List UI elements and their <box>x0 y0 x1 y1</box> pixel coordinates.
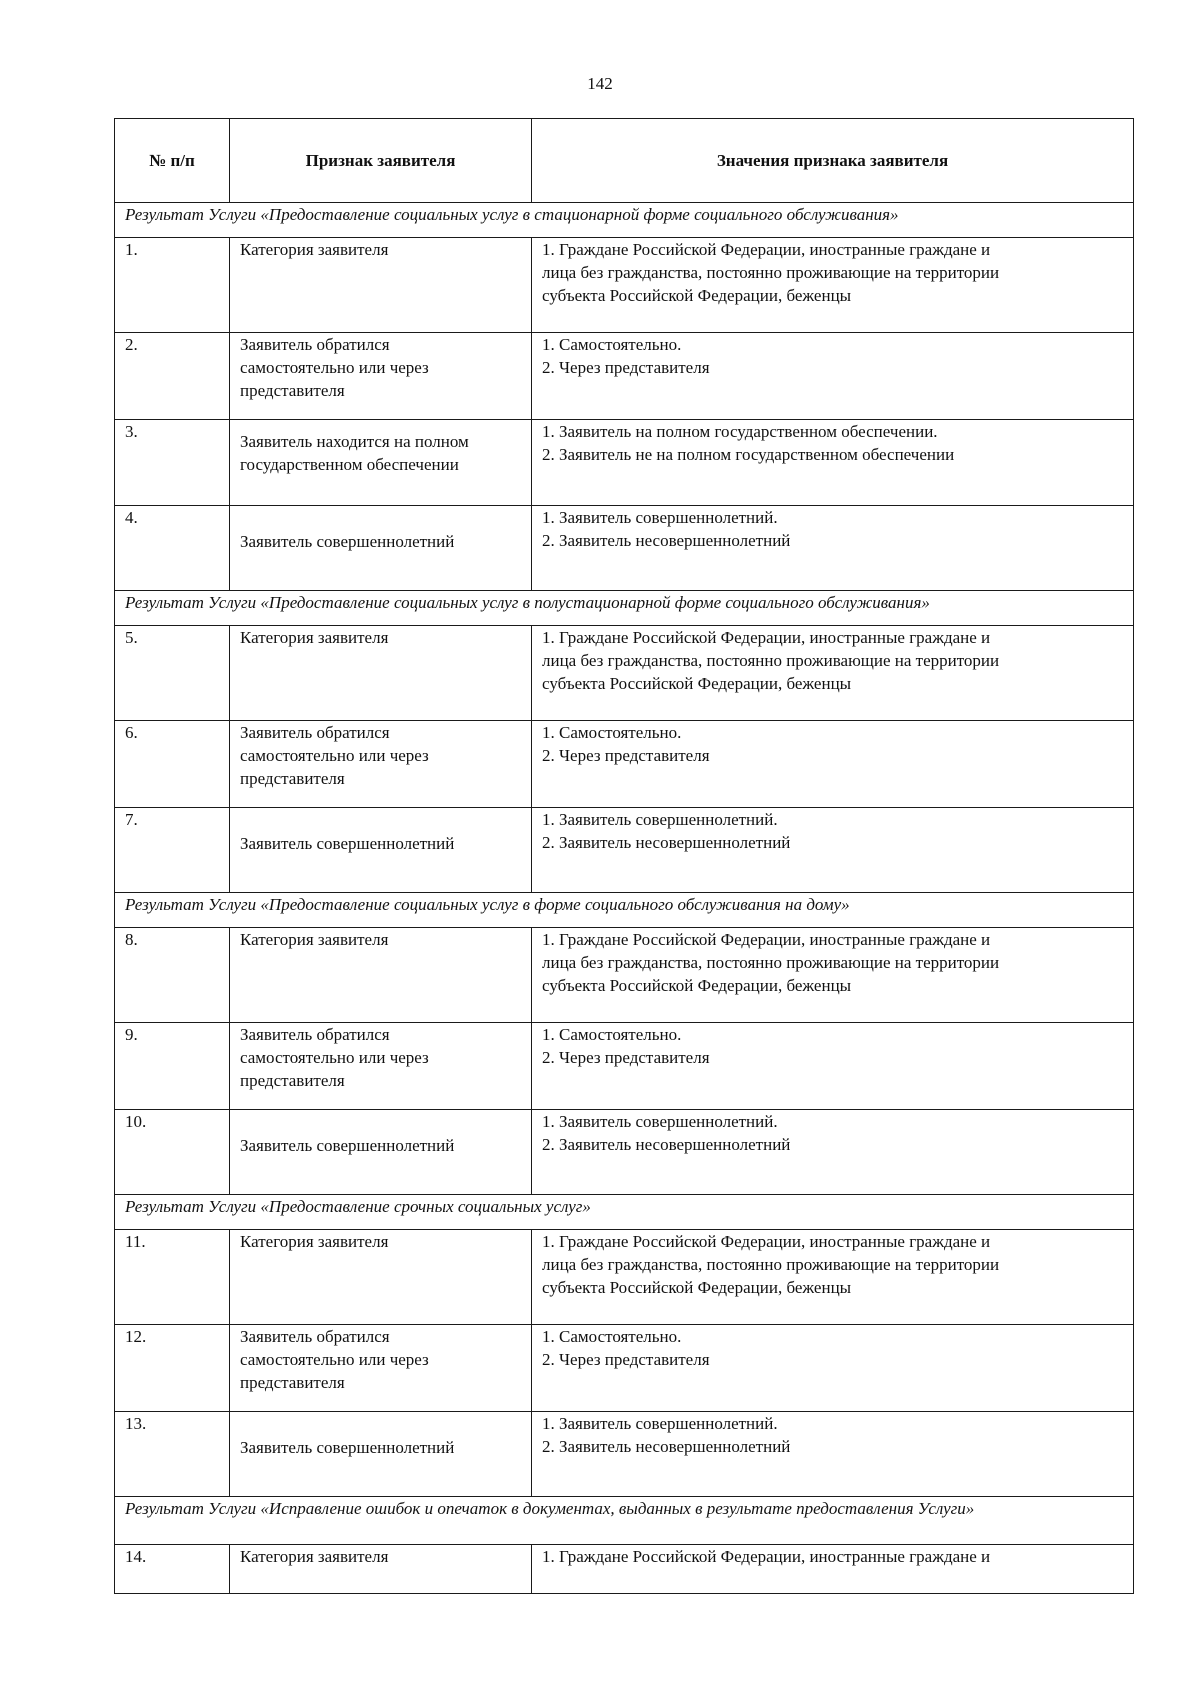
row-number: 1. <box>115 238 230 333</box>
table-row <box>115 333 1134 420</box>
row-number: 12. <box>115 1325 230 1412</box>
row-values: 1. Граждане Российской Федерации, иностранные граждане и лица без гражданства, постоянно проживающие на территории субъекта Российской Федерации, беженцы <box>532 928 1134 1023</box>
section-row <box>115 1195 1134 1230</box>
header-attribute: Признак заявителя <box>230 119 532 203</box>
row-attribute: Заявитель совершеннолетний <box>230 1110 532 1195</box>
row-values: 1. Самостоятельно. 2. Через представителя <box>532 721 1134 808</box>
row-attribute: Заявитель обратился самостоятельно или через представителя <box>230 1325 532 1412</box>
section-title: Результат Услуги «Предоставление срочных социальных услуг» <box>115 1195 1134 1230</box>
row-attribute: Заявитель находится на полном государственном обеспечении <box>230 420 532 506</box>
row-attribute: Заявитель совершеннолетний <box>230 506 532 591</box>
row-number: 10. <box>115 1110 230 1195</box>
row-values: 1. Заявитель совершеннолетний. 2. Заявитель несовершеннолетний <box>532 1110 1134 1195</box>
row-attribute: Категория заявителя <box>230 1230 532 1325</box>
table-row <box>115 506 1134 591</box>
section-title: Результат Услуги «Предоставление социальных услуг в форме социального обслуживания на дому» <box>115 893 1134 928</box>
table-row <box>115 420 1134 506</box>
section-row <box>115 203 1134 238</box>
table-row <box>115 721 1134 808</box>
row-attribute: Заявитель обратился самостоятельно или через представителя <box>230 333 532 420</box>
section-title: Результат Услуги «Предоставление социальных услуг в стационарной форме социального обслуживания» <box>115 203 1134 238</box>
row-attribute: Категория заявителя <box>230 626 532 721</box>
row-attribute: Категория заявителя <box>230 928 532 1023</box>
row-number: 11. <box>115 1230 230 1325</box>
row-values: 1. Заявитель на полном государственном обеспечении. 2. Заявитель не на полном государственном обеспечении <box>532 420 1134 506</box>
row-number: 14. <box>115 1545 230 1594</box>
header-values: Значения признака заявителя <box>532 119 1134 203</box>
section-row <box>115 893 1134 928</box>
table-row <box>115 1110 1134 1195</box>
row-values: 1. Самостоятельно. 2. Через представителя <box>532 333 1134 420</box>
table-header-row <box>115 119 1134 203</box>
table-row <box>115 1023 1134 1110</box>
header-number: № п/п <box>115 119 230 203</box>
table-row <box>115 1412 1134 1497</box>
row-values: 1. Граждане Российской Федерации, иностранные граждане и <box>532 1545 1134 1594</box>
row-values: 1. Граждане Российской Федерации, иностранные граждане и лица без гражданства, постоянно проживающие на территории субъекта Российской Федерации, беженцы <box>532 238 1134 333</box>
row-values: 1. Заявитель совершеннолетний. 2. Заявитель несовершеннолетний <box>532 808 1134 893</box>
table-row <box>115 1545 1134 1594</box>
row-values: 1. Самостоятельно. 2. Через представителя <box>532 1325 1134 1412</box>
row-attribute: Категория заявителя <box>230 238 532 333</box>
table-row <box>115 626 1134 721</box>
row-values: 1. Самостоятельно. 2. Через представителя <box>532 1023 1134 1110</box>
row-number: 9. <box>115 1023 230 1110</box>
table-row <box>115 1325 1134 1412</box>
row-number: 7. <box>115 808 230 893</box>
table-row <box>115 1230 1134 1325</box>
table-row <box>115 928 1134 1023</box>
row-number: 3. <box>115 420 230 506</box>
table-row <box>115 238 1134 333</box>
row-number: 8. <box>115 928 230 1023</box>
section-row <box>115 1497 1134 1545</box>
row-attribute: Заявитель обратился самостоятельно или через представителя <box>230 1023 532 1110</box>
row-number: 5. <box>115 626 230 721</box>
row-values: 1. Граждане Российской Федерации, иностранные граждане и лица без гражданства, постоянно проживающие на территории субъекта Российской Федерации, беженцы <box>532 626 1134 721</box>
row-values: 1. Заявитель совершеннолетний. 2. Заявитель несовершеннолетний <box>532 506 1134 591</box>
page-number: 142 <box>587 74 613 93</box>
row-number: 13. <box>115 1412 230 1497</box>
applicant-attributes-table <box>114 118 1134 1594</box>
row-attribute: Заявитель совершеннолетний <box>230 808 532 893</box>
row-attribute: Заявитель совершеннолетний <box>230 1412 532 1497</box>
row-number: 2. <box>115 333 230 420</box>
row-values: 1. Граждане Российской Федерации, иностранные граждане и лица без гражданства, постоянно проживающие на территории субъекта Российской Федерации, беженцы <box>532 1230 1134 1325</box>
row-attribute: Категория заявителя <box>230 1545 532 1594</box>
row-values: 1. Заявитель совершеннолетний. 2. Заявитель несовершеннолетний <box>532 1412 1134 1497</box>
row-number: 6. <box>115 721 230 808</box>
section-title: Результат Услуги «Предоставление социальных услуг в полустационарной форме социального обслуживания» <box>115 591 1134 626</box>
section-row <box>115 591 1134 626</box>
row-attribute: Заявитель обратился самостоятельно или через представителя <box>230 721 532 808</box>
table-row <box>115 808 1134 893</box>
row-number: 4. <box>115 506 230 591</box>
section-title: Результат Услуги «Исправление ошибок и опечаток в документах, выданных в результате предоставления Услуги» <box>115 1497 1134 1545</box>
